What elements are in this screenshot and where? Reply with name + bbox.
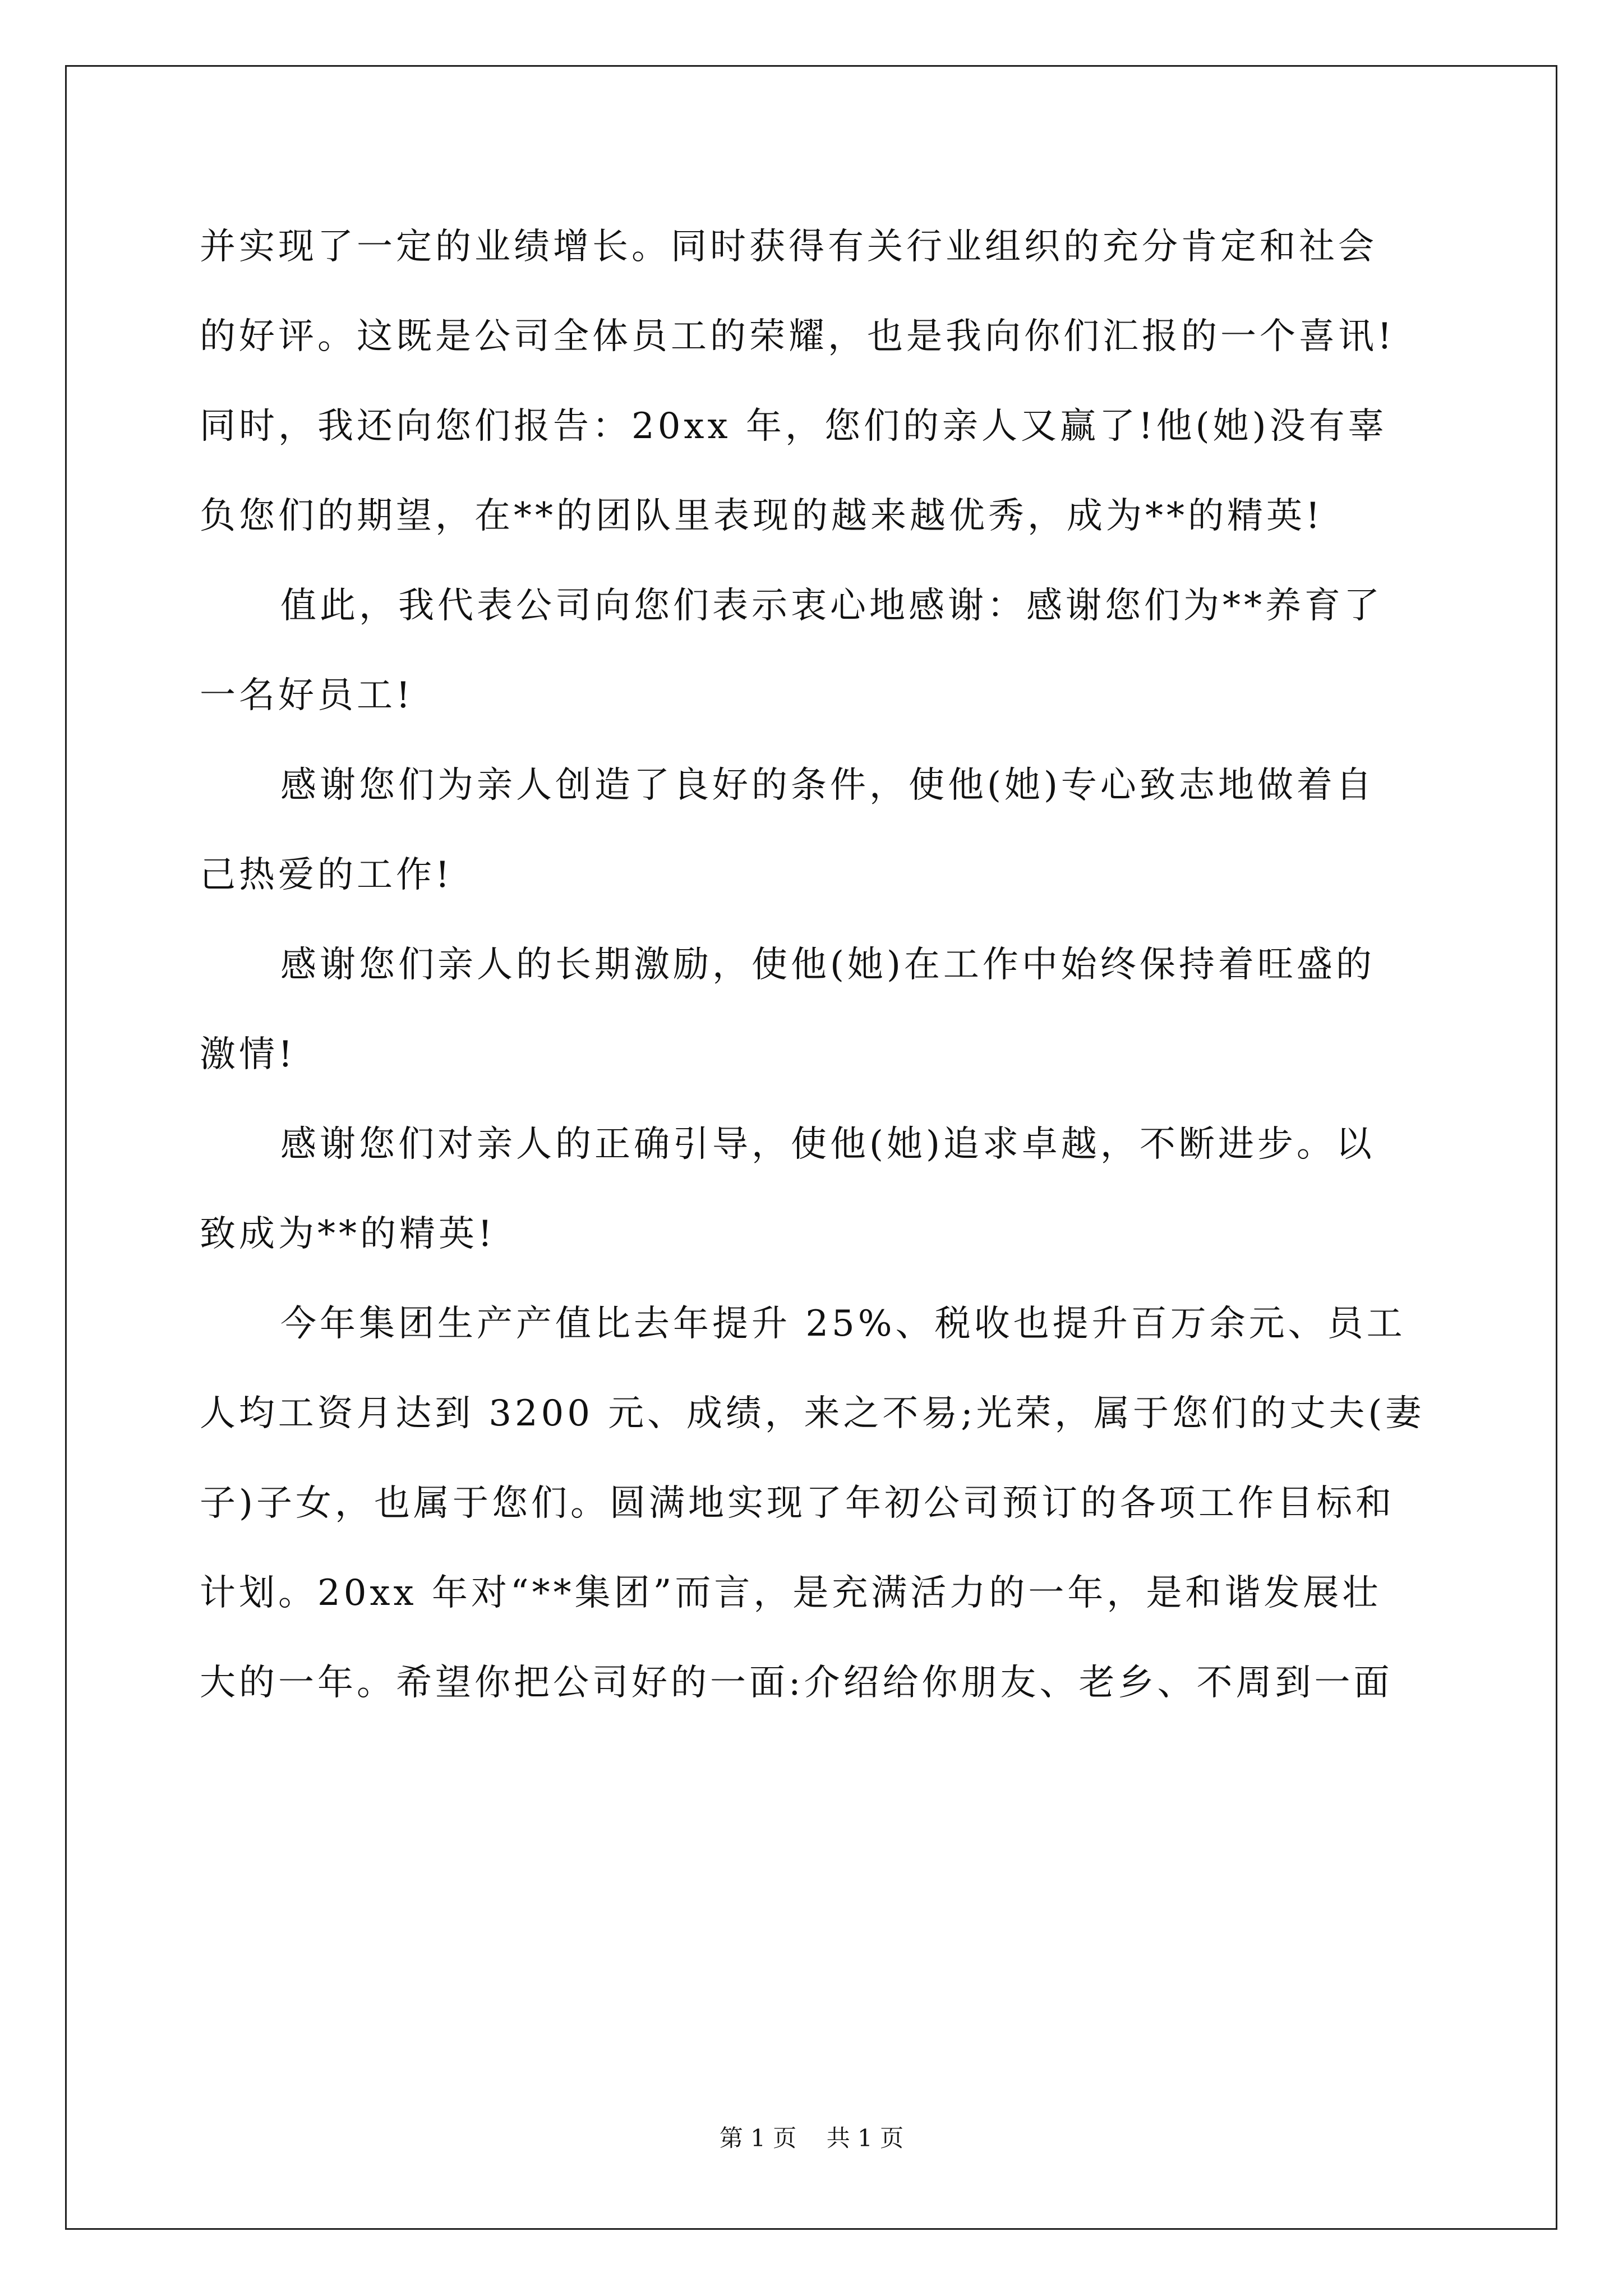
text-line: 子)子女，也属于您们。圆满地实现了年初公司预订的各项工作目标和: [200, 1483, 1395, 1524]
paragraph-start-line: 感谢您们为亲人创造了良好的条件，使他(她)专心致志地做着自: [280, 765, 1375, 806]
text-line: 的好评。这既是公司全体员工的荣耀，也是我向你们汇报的一个喜讯!: [200, 316, 1395, 357]
text-line: 致成为**的精英!: [200, 1213, 496, 1255]
paragraph-start-line: 值此，我代表公司向您们表示衷心地感谢：感谢您们为**养育了: [280, 585, 1383, 627]
page-footer: 第 1 页 共 1 页: [719, 2124, 904, 2152]
text-line: 己热爱的工作!: [200, 854, 453, 896]
text-line: 激情!: [200, 1034, 296, 1075]
text-line: 负您们的期望，在**的团队里表现的越来越优秀，成为**的精英!: [200, 495, 1324, 537]
paragraph-start-line: 感谢您们对亲人的正确引导，使他(她)追求卓越，不断进步。以: [280, 1124, 1375, 1165]
text-line: 计划。20xx 年对“**集团”而言，是充满活力的一年，是和谐发展壮: [200, 1572, 1382, 1614]
text-line: 并实现了一定的业绩增长。同时获得有关行业组织的充分肯定和社会: [200, 226, 1377, 268]
text-line: 一名好员工!: [200, 675, 414, 716]
text-line: 同时，我还向您们报告：20xx 年，您们的亲人又赢了!他(她)没有辜: [200, 406, 1387, 447]
paragraph-start-line: 感谢您们亲人的长期激励，使他(她)在工作中始终保持着旺盛的: [280, 944, 1375, 986]
text-line: 人均工资月达到 3200 元、成绩，来之不易;光荣，属于您们的丈夫(妻: [200, 1393, 1425, 1434]
text-line: 大的一年。希望你把公司好的一面:介绍给你朋友、老乡、不周到一面: [200, 1662, 1393, 1704]
paragraph-start-line: 今年集团生产产值比去年提升 25%、税收也提升百万余元、员工: [280, 1303, 1406, 1345]
